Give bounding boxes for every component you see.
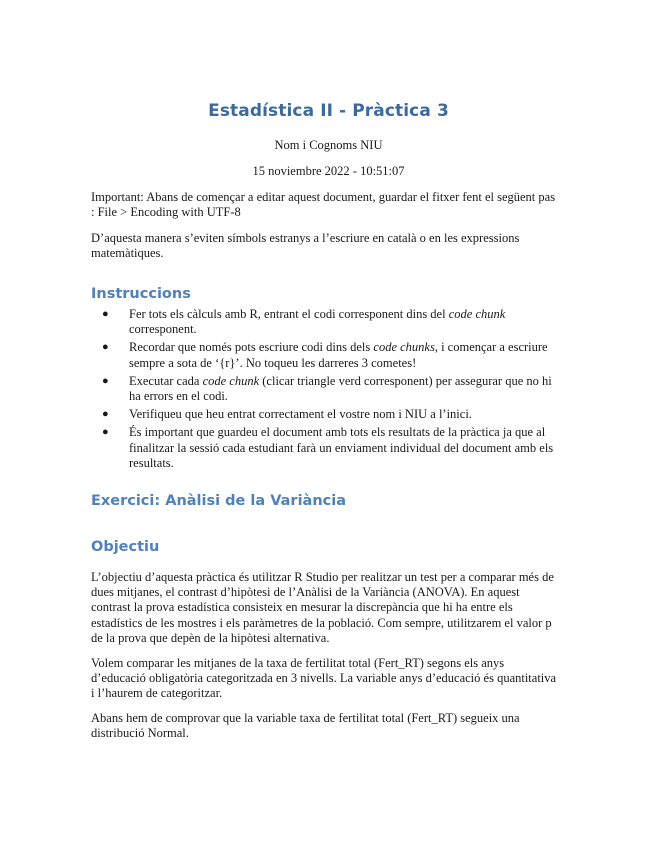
date-line: 15 noviembre 2022 - 10:51:07 [252,164,405,178]
exercise-heading: Exercici: Anàlisi de la Variància [91,493,346,509]
list-item: ● És important que guardeu el document amb tots els resultats de la pràctica ja que al finalitzar la sessió cada estudiant farà un enviament individual del document amb els resultats. [102,425,554,470]
list-item: ● Verifiqueu que heu entrat correctament el vostre nom i NIU a l’inici. [102,407,472,422]
objective-paragraph-2: Volem comparar les mitjanes de la taxa de fertilitat total (Fert_RT) segons els anys d’educació obligatòria categoritzada en 3 nivells. La variable anys d’educació és quantitativa i l’haurem de categoritzar. [91,656,557,701]
bullet-icon: ● [102,374,109,387]
important-paragraph: Important: Abans de començar a editar aquest document, guardar el fitxer fent el següent pas : File > Encoding with UTF-8 [91,190,556,220]
author-line: Nom i Cognoms NIU [274,138,383,152]
document-title: Estadística II - Pràctica 3 [208,101,449,121]
objective-heading: Objectiu [91,539,160,555]
encoding-note-paragraph: D’aquesta manera s’eviten símbols estranys a l’escriure en català o en les expressions matemàtiques. [91,231,520,261]
instructions-list [91,307,561,474]
list-item: ● Fer tots els càlculs amb R, entrant el codi corresponent dins del code chunk corresponent. [102,307,506,337]
objective-paragraph-1: L’objectiu d’aquesta pràctica és utilitzar R Studio per realitzar un test per a comparar més de dues mitjanes, el contrast d’hipòtesi de l’Anàlisi de la Variància (ANOVA). En aquest contrast la prova estadística consisteix en mesurar la discrepància que hi ha entre els estadístics de les mostres i els paràmetres de la població. Com sempre, utilitzarem el valor p de la prova que depèn de la hipòtesi alternativa. [91,570,554,645]
bullet-icon: ● [102,426,109,439]
bullet-icon: ● [102,308,109,320]
instructions-heading: Instruccions [91,286,191,302]
bullet-icon: ● [102,341,109,354]
bullet-icon: ● [102,408,109,421]
list-item: ● Executar cada code chunk (clicar triangle verd corresponent) per assegurar que no hi ha errors en el codi. [102,373,552,404]
list-item: ● Recordar que només pots escriure codi dins dels code chunks, i començar a escriure sempre a sota de ‘{r}’. No toqueu les darreres 3 cometes! [102,340,548,370]
objective-paragraph-3: Abans hem de comprovar que la variable taxa de fertilitat total (Fert_RT) segueix una distribució Normal. [91,711,520,741]
